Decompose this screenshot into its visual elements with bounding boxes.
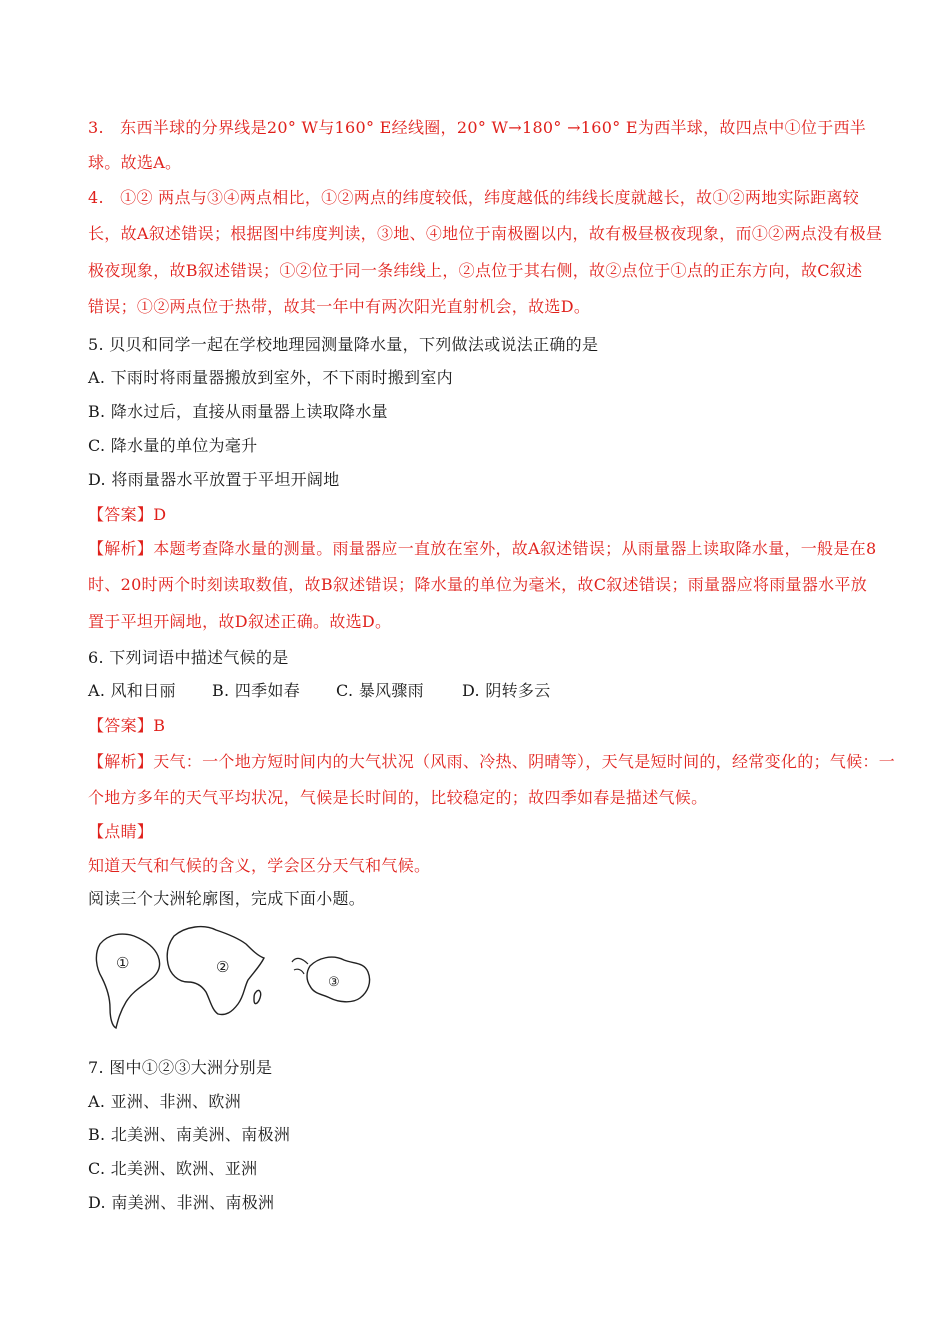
q5-option-b: B. 降水过后，直接从雨量器上读取降水量 xyxy=(88,402,388,421)
q5-answer: 【答案】D xyxy=(88,505,167,524)
q7-option-d: D. 南美洲、非洲、南极洲 xyxy=(88,1193,275,1212)
q6-analysis-line-2: 个地方多年的天气平均状况，气候是长时间的，比较稳定的；故四季如春是描述气候。 xyxy=(88,788,708,807)
q5-option-d: D. 将雨量器水平放置于平坦开阔地 xyxy=(88,470,340,489)
map-label-3: ③ xyxy=(328,975,340,990)
q5-analysis-line-3: 置于平坦开阔地，故D叙述正确。故选D。 xyxy=(88,612,392,631)
q6-answer: 【答案】B xyxy=(88,716,166,735)
map-label-2: ② xyxy=(216,958,230,976)
q7-option-c: C. 北美洲、欧洲、亚洲 xyxy=(88,1159,258,1178)
q6-stem: 6. 下列词语中描述气候的是 xyxy=(88,648,289,667)
q5-option-a: A. 下雨时将雨量器搬放到室外，不下雨时搬到室内 xyxy=(88,368,453,387)
q6-option-b: B. 四季如春 xyxy=(212,681,301,700)
madagascar-outline xyxy=(254,990,261,1003)
q7-stem: 7. 图中①②③大洲分别是 xyxy=(88,1058,273,1077)
q5-stem: 5. 贝贝和同学一起在学校地理园测量降水量，下列做法或说法正确的是 xyxy=(88,335,599,354)
q7-option-b: B. 北美洲、南美洲、南极洲 xyxy=(88,1125,291,1144)
q6-tip-label: 【点睛】 xyxy=(88,822,154,841)
q3-analysis-line-2: 球。故选A。 xyxy=(88,153,182,172)
q4-analysis-line-4: 错误；①②两点位于热带，故其一年中有两次阳光直射机会，故选D。 xyxy=(88,297,591,316)
q7-option-a: A. 亚洲、非洲、欧洲 xyxy=(88,1092,242,1111)
antarctic-peninsula-outline xyxy=(292,958,308,974)
q4-analysis-line-2: 长，故A叙述错误；根据图中纬度判读，③地、④地位于南极圈以内，故有极昼极夜现象，而①②两点没有极昼 xyxy=(88,224,883,243)
q6-option-c: C. 暴风骤雨 xyxy=(336,681,424,700)
south-america-outline xyxy=(96,934,159,1028)
q6-tip: 知道天气和气候的含义，学会区分天气和气候。 xyxy=(88,856,431,875)
continents-intro: 阅读三个大洲轮廓图，完成下面小题。 xyxy=(88,889,366,908)
q6-options-row xyxy=(88,681,868,701)
map-label-1: ① xyxy=(116,954,130,972)
continent-outlines-figure xyxy=(88,922,378,1032)
q5-analysis-line-2: 时、20时两个时刻读取数值，故B叙述错误；降水量的单位为毫米，故C叙述错误；雨量器应将雨量器水平放 xyxy=(88,575,868,594)
q5-analysis-line-1: 【解析】本题考查降水量的测量。雨量器应一直放在室外，故A叙述错误；从雨量器上读取降水量，一般是在8 xyxy=(88,539,877,558)
q4-analysis-line-3: 极夜现象，故B叙述错误；①②位于同一条纬线上，②点位于其右侧，故②点位于①点的正东方向，故C叙述 xyxy=(88,261,863,280)
q5-option-c: C. 降水量的单位为毫升 xyxy=(88,436,258,455)
q6-option-d: D. 阴转多云 xyxy=(462,681,551,700)
q6-option-a: A. 风和日丽 xyxy=(88,681,176,700)
q3-analysis-line-1: 3. 东西半球的分界线是20° W与160° E经线圈，20° W→180° →160° E为西半球，故四点中①位于西半 xyxy=(88,118,867,137)
q6-analysis-line-1: 【解析】天气：一个地方短时间内的大气状况（风雨、冷热、阴晴等），天气是短时间的，经常变化的；气候：一 xyxy=(88,752,896,771)
q4-analysis-line-1: 4. ①② 两点与③④两点相比，①②两点的纬度较低，纬度越低的纬线长度就越长，故①②两地实际距离较 xyxy=(88,188,860,207)
